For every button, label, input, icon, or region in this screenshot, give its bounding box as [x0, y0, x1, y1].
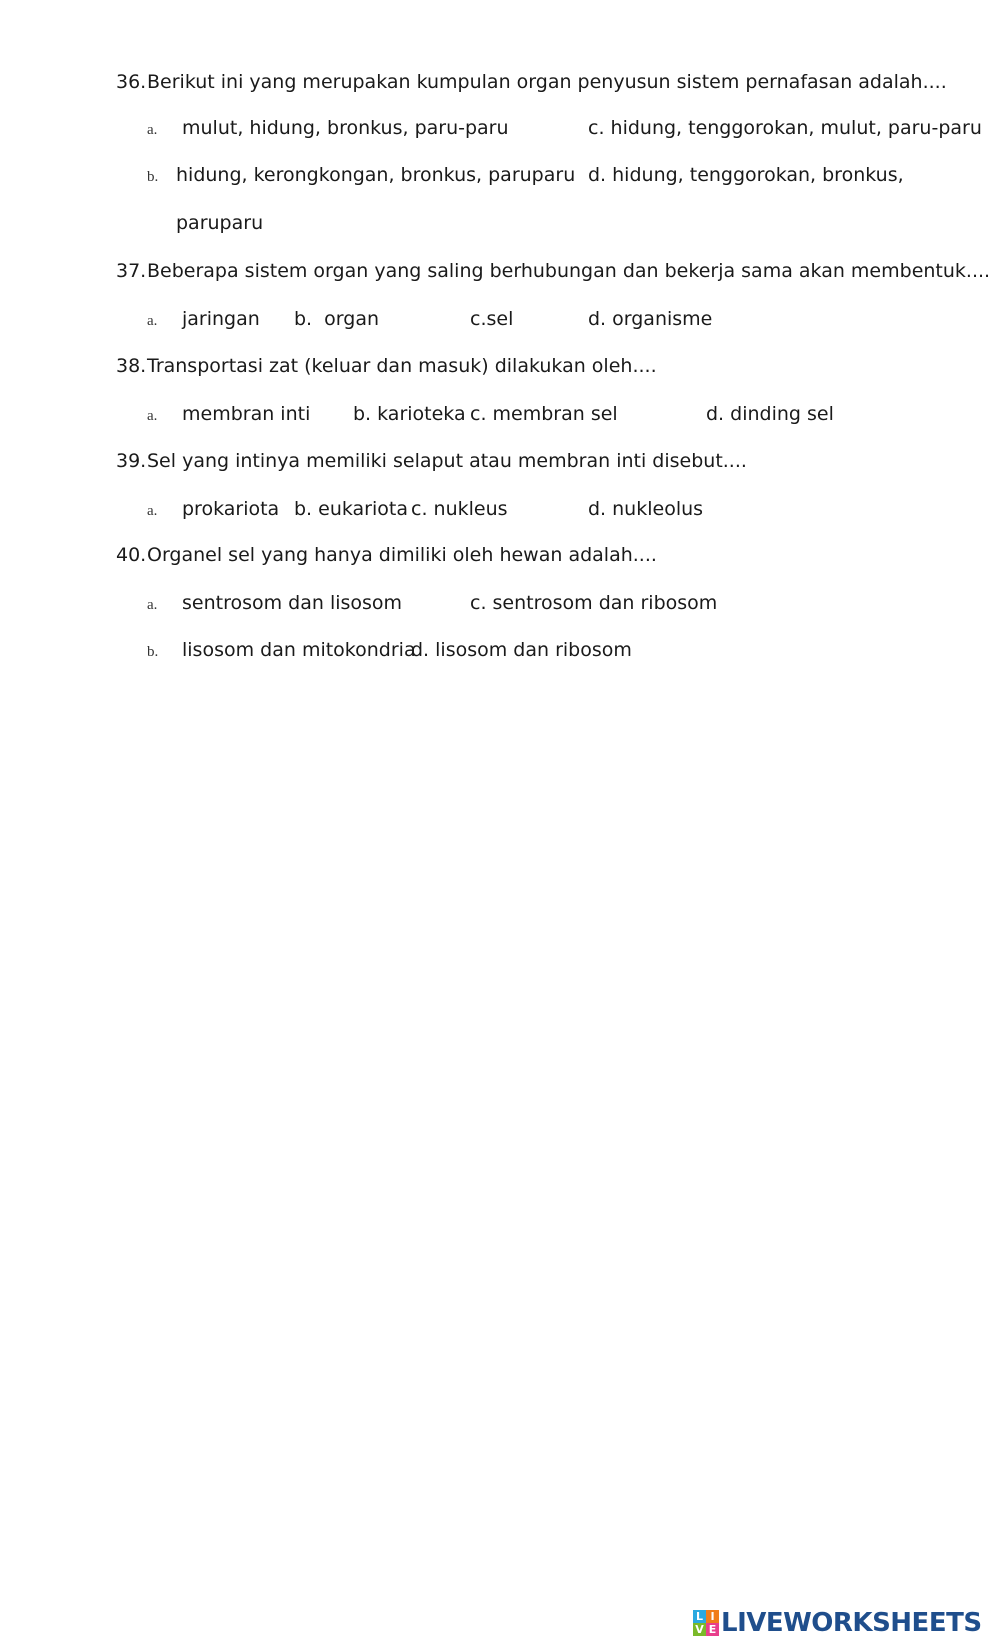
question-39-option-c[interactable]: c. nukleus	[411, 498, 508, 520]
question-39-text: Sel yang intinya memiliki selaput atau membran inti disebut....	[147, 450, 747, 472]
question-37-option-a[interactable]: jaringan	[182, 308, 260, 330]
question-36-text: Berikut ini yang merupakan kumpulan organ penyusun sistem pernafasan adalah....	[147, 71, 947, 93]
question-36-option-c[interactable]: c. hidung, tenggorokan, mulut, paru-paru	[588, 117, 982, 139]
question-40-option-a[interactable]: sentrosom dan lisosom	[182, 592, 403, 614]
logo-icon-letter: I	[706, 1610, 719, 1623]
question-38-option-d[interactable]: d. dinding sel	[706, 403, 834, 425]
question-37-text: Beberapa sistem organ yang saling berhubungan dan bekerja sama akan membentuk....	[147, 260, 991, 282]
question-37-option-d[interactable]: d. organisme	[588, 308, 713, 330]
question-38-option-a[interactable]: membran inti	[182, 403, 311, 425]
question-37-number: 37.	[116, 260, 147, 282]
question-40-option-b-letter: b.	[147, 644, 159, 660]
question-37-option-b[interactable]: b. organ	[294, 308, 380, 330]
question-36-option-b-letter: b.	[147, 169, 159, 185]
question-39-option-a[interactable]: prokariota	[182, 498, 280, 520]
question-38-number: 38.	[116, 355, 147, 377]
question-39-option-b[interactable]: b. eukariota	[294, 498, 408, 520]
question-36-option-b[interactable]: hidung, kerongkongan, bronkus, paruparu	[176, 164, 576, 186]
question-40-number: 40.	[116, 544, 147, 566]
question-36-option-a-letter: a.	[147, 122, 158, 138]
question-39-option-a-letter: a.	[147, 503, 158, 519]
question-40-option-c[interactable]: c. sentrosom dan ribosom	[470, 592, 718, 614]
question-37-option-c[interactable]: c.sel	[470, 308, 514, 330]
question-36-option-d[interactable]: d. hidung, tenggorokan, bronkus,	[588, 164, 904, 186]
logo-icon-letter: E	[706, 1623, 719, 1636]
liveworksheets-logo-text: LIVEWORKSHEETS	[721, 1608, 982, 1638]
question-37-option-a-letter: a.	[147, 313, 158, 329]
question-40-option-b[interactable]: lisosom dan mitokondria	[182, 639, 416, 661]
question-38-option-a-letter: a.	[147, 408, 158, 424]
question-39-number: 39.	[116, 450, 147, 472]
question-36-option-a[interactable]: mulut, hidung, bronkus, paru-paru	[182, 117, 509, 139]
logo-icon-letter: L	[693, 1610, 706, 1623]
question-38-text: Transportasi zat (keluar dan masuk) dilakukan oleh....	[147, 355, 657, 377]
liveworksheets-logo	[693, 1607, 989, 1639]
question-40-text: Organel sel yang hanya dimiliki oleh hewan adalah....	[147, 544, 657, 566]
question-36-number: 36.	[116, 71, 147, 93]
question-40-option-d[interactable]: d. lisosom dan ribosom	[411, 639, 632, 661]
question-38-option-b[interactable]: b. karioteka	[353, 403, 466, 425]
question-38-option-c[interactable]: c. membran sel	[470, 403, 618, 425]
question-40-option-a-letter: a.	[147, 597, 158, 613]
liveworksheets-logo-icon	[693, 1610, 719, 1636]
question-39-option-d[interactable]: d. nukleolus	[588, 498, 704, 520]
question-36-option-d-continued: paruparu	[176, 212, 264, 234]
logo-icon-letter: V	[693, 1623, 706, 1636]
